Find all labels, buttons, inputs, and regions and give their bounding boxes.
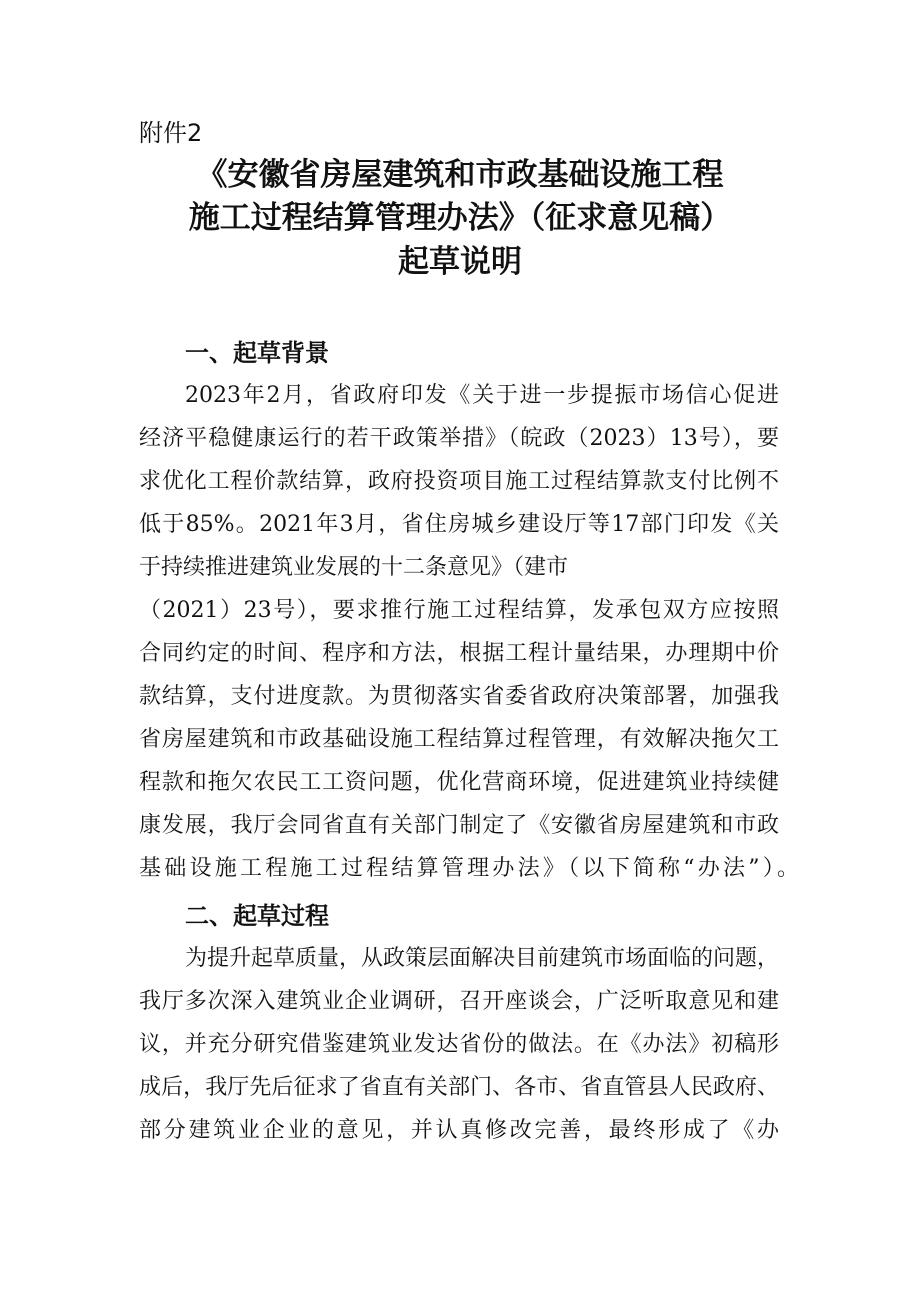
paragraph-line: 经济平稳健康运行的若干政策举措》（皖政（2023）13号），要 — [139, 426, 779, 451]
paragraph-line: 为提升起草质量，从政策层面解决目前建筑市场面临的问题， — [185, 946, 779, 971]
title-line-2: 施工过程结算管理办法》（征求意见稿） — [188, 200, 732, 236]
section-heading-process: 二、起草过程 — [185, 902, 329, 930]
title-line-3: 起草说明 — [398, 244, 522, 280]
paragraph-line: 合同约定的时间、程序和方法，根据工程计量结果，办理期中价 — [139, 641, 779, 666]
paragraph-line: 基础设施工程施工过程结算管理办法》（以下简称“办法”）。 — [139, 856, 799, 881]
attachment-label: 附件2 — [139, 119, 203, 147]
paragraph-line: 部分建筑业企业的意见，并认真修改完善，最终形成了《办 — [139, 1118, 779, 1143]
title-line-1: 《安徽省房屋建筑和市政基础设施工程 — [196, 157, 724, 193]
paragraph-line: 康发展，我厅会同省直有关部门制定了《安徽省房屋建筑和市政 — [139, 813, 779, 838]
paragraph-line: 求优化工程价款结算，政府投资项目施工过程结算款支付比例不 — [139, 469, 779, 494]
paragraph-line: （2021）23号），要求推行施工过程结算，发承包双方应按照 — [139, 598, 779, 623]
paragraph-line: 2023年2月，省政府印发《关于进一步提振市场信心促进 — [185, 383, 779, 408]
paragraph-line: 款结算，支付进度款。为贯彻落实省委省政府决策部署，加强我 — [139, 684, 779, 709]
paragraph-line: 我厅多次深入建筑业企业调研，召开座谈会，广泛听取意见和建 — [139, 989, 779, 1014]
paragraph-line: 程款和拖欠农民工工资问题，优化营商环境，促进建筑业持续健 — [139, 770, 779, 795]
paragraph-line: 议，并充分研究借鉴建筑业发达省份的做法。在《办法》初稿形 — [139, 1032, 779, 1057]
paragraph-line: 成后，我厅先后征求了省直有关部门、各市、省直管县人民政府、 — [139, 1075, 779, 1100]
section-heading-background: 一、起草背景 — [185, 339, 329, 367]
paragraph-line: 省房屋建筑和市政基础设施工程结算过程管理，有效解决拖欠工 — [139, 727, 779, 752]
paragraph-line: 于持续推进建筑业发展的十二条意见》（建市 — [139, 555, 569, 580]
paragraph-line: 低于85%。2021年3月，省住房城乡建设厅等17部门印发《关 — [139, 512, 779, 537]
